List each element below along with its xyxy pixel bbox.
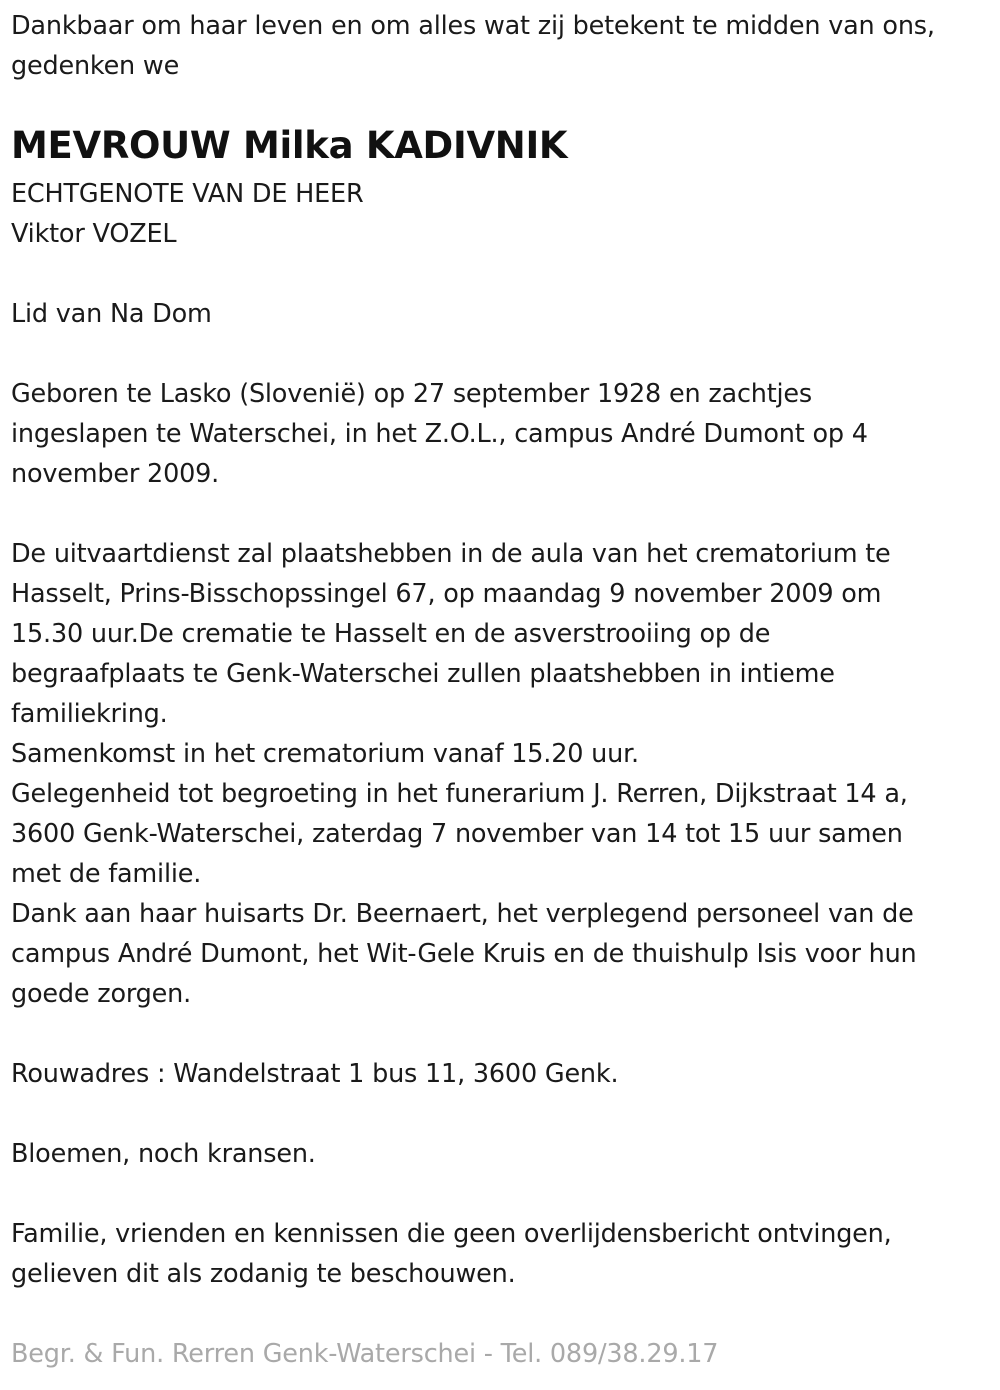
funeral-home-footer: Begr. & Fun. Rerren Genk-Waterschei - Tel. 089/38.29.17 xyxy=(11,1339,719,1369)
service-line: 15.30 uur.De crematie te Hasselt en de asverstrooiing op de xyxy=(11,619,771,649)
spouse-info xyxy=(11,174,991,254)
service-line: Dank aan haar huisarts Dr. Beernaert, het verplegend personeel van de xyxy=(11,899,914,929)
birth-line: november 2009. xyxy=(11,459,220,489)
spouse-title: ECHTGENOTE VAN DE HEER xyxy=(11,179,364,209)
membership: Lid van Na Dom xyxy=(11,299,212,329)
birth-line: ingeslapen te Waterschei, in het Z.O.L., campus André Dumont op 4 xyxy=(11,419,868,449)
birth-line: Geboren te Lasko (Slovenië) op 27 september 1928 en zachtjes xyxy=(11,379,812,409)
service-line: campus André Dumont, het Wit-Gele Kruis en de thuishulp Isis voor hun xyxy=(11,939,917,969)
intro-line: Dankbaar om haar leven en om alles wat zij betekent te midden van ons, xyxy=(11,11,935,41)
flowers-note: Bloemen, noch kransen. xyxy=(11,1139,316,1169)
service-paragraph xyxy=(11,534,991,1014)
spouse-name: Viktor VOZEL xyxy=(11,219,177,249)
birth-paragraph xyxy=(11,374,991,494)
service-line: Gelegenheid tot begroeting in het funerarium J. Rerren, Dijkstraat 14 a, xyxy=(11,779,908,809)
mourning-address: Rouwadres : Wandelstraat 1 bus 11, 3600 Genk. xyxy=(11,1059,619,1089)
service-line: begraafplaats te Genk-Waterschei zullen plaatshebben in intieme xyxy=(11,659,835,689)
service-line: familiekring. xyxy=(11,699,168,729)
deceased-name: MEVROUW Milka KADIVNIK xyxy=(11,124,568,167)
service-line: Samenkomst in het crematorium vanaf 15.20 uur. xyxy=(11,739,639,769)
service-line: 3600 Genk-Waterschei, zaterdag 7 november van 14 tot 15 uur samen xyxy=(11,819,903,849)
service-line: Hasselt, Prins-Bisschopssingel 67, op maandag 9 november 2009 om xyxy=(11,579,882,609)
service-line: met de familie. xyxy=(11,859,202,889)
notice-paragraph xyxy=(11,1214,991,1294)
notice-line: gelieven dit als zodanig te beschouwen. xyxy=(11,1259,516,1289)
intro-line: gedenken we xyxy=(11,51,180,81)
intro-paragraph xyxy=(11,6,991,86)
notice-line: Familie, vrienden en kennissen die geen overlijdensbericht ontvingen, xyxy=(11,1219,892,1249)
service-line: De uitvaartdienst zal plaatshebben in de aula van het crematorium te xyxy=(11,539,891,569)
service-line: goede zorgen. xyxy=(11,979,192,1009)
